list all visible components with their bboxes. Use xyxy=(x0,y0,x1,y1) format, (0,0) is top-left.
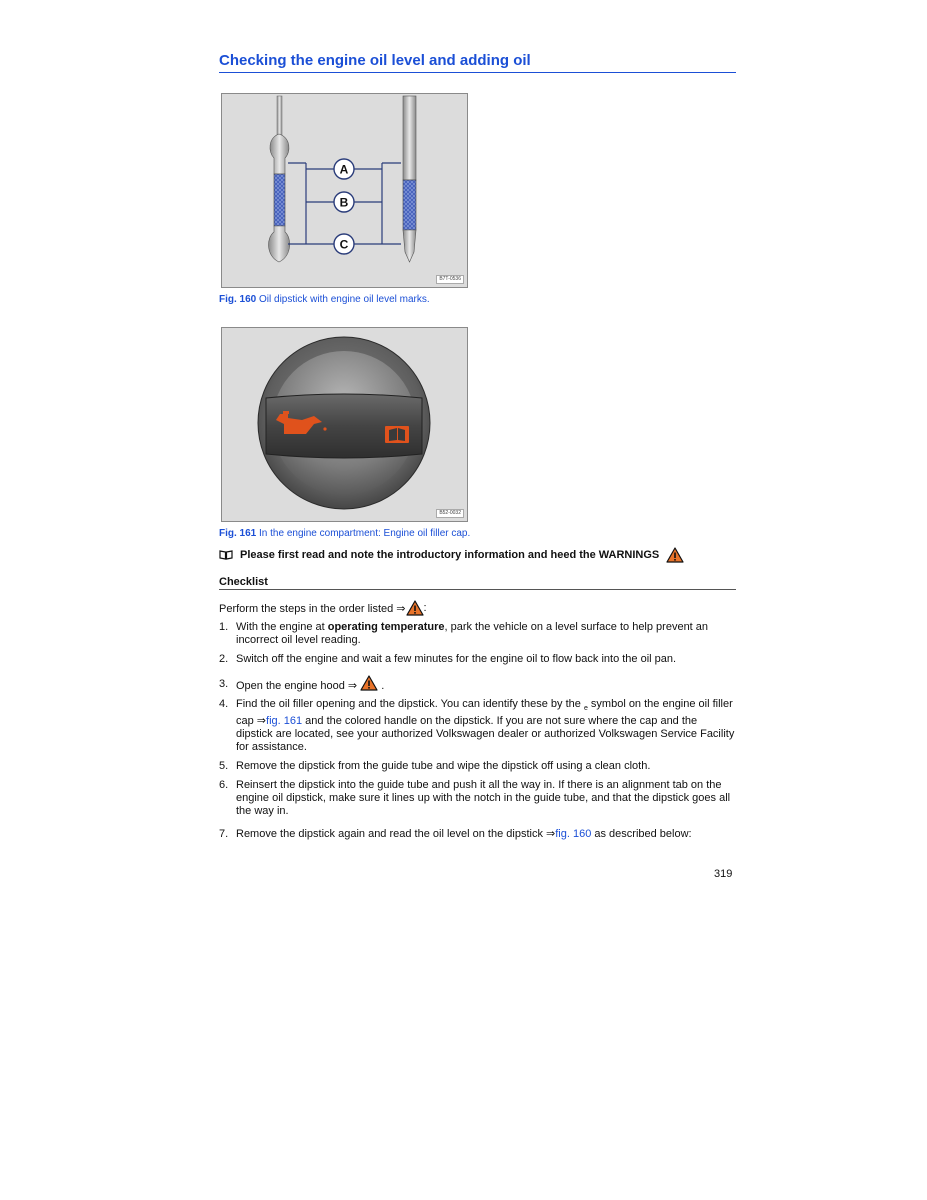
figure-caption-160 xyxy=(219,294,430,305)
marker-b xyxy=(334,192,354,212)
step-number: 5. xyxy=(219,760,229,773)
step-number: 1. xyxy=(219,621,229,633)
list-item xyxy=(219,698,736,754)
step-text: Reinsert the dipstick into the guide tube and push it all the way in. If there is an alignment tab on the engine oil dipstick, make sure it lines up with the notch in the guide tube, and that the dipstick goes all the way in. xyxy=(236,779,731,818)
step-number: 6. xyxy=(219,779,229,792)
step-number: 2. xyxy=(219,653,229,665)
figure-code: B52-0032 xyxy=(436,509,464,518)
dipstick-illustration xyxy=(222,94,467,287)
checklist-steps xyxy=(219,621,736,841)
warning-triangle-icon[interactable] xyxy=(360,675,378,691)
page-number: 319 xyxy=(714,868,733,880)
checklist-intro-end: : xyxy=(423,602,427,614)
oil-symbol-glyph: e xyxy=(583,705,588,713)
list-item xyxy=(219,828,736,841)
warning-triangle-icon[interactable] xyxy=(666,547,684,563)
step-text: Switch off the engine and wait a few minutes for the engine oil to flow back into the oil pan. xyxy=(236,653,677,665)
page-title: Checking the engine oil level and adding oil xyxy=(219,52,736,73)
list-item xyxy=(219,675,736,693)
step-number: 3. xyxy=(219,677,229,690)
figure-dipstick xyxy=(221,93,468,288)
svg-text:B: B xyxy=(339,195,349,210)
intro-note-text: Please first read and note the introductory information and heed the WARNINGS xyxy=(240,549,660,561)
intro-note xyxy=(219,547,739,563)
warning-triangle-icon[interactable] xyxy=(406,600,424,616)
checklist-intro xyxy=(219,600,427,616)
figure-oil-cap xyxy=(221,327,468,522)
caption-number: Fig. 161 xyxy=(219,528,257,539)
step-text: Open the engine hood ⇒ . xyxy=(236,675,736,693)
step-text: With the engine at operating temperature, park the vehicle on a level surface to help prevent an incorrect oil level reading. xyxy=(236,621,709,646)
step-text: Remove the dipstick from the guide tube and wipe the dipstick off using a clean cloth. xyxy=(236,760,651,773)
oil-cap-illustration xyxy=(222,328,467,521)
svg-text:A: A xyxy=(339,162,349,177)
checklist-intro-text: Perform the steps in the order listed ⇒ xyxy=(219,602,406,615)
step-number: 4. xyxy=(219,698,229,710)
step-emphasis: operating temperature xyxy=(327,621,445,633)
marker-c xyxy=(334,234,354,254)
figure-code: B7T-0536 xyxy=(436,275,464,284)
list-item xyxy=(219,779,736,818)
list-item xyxy=(219,621,736,647)
step-number: 7. xyxy=(219,828,229,841)
list-item xyxy=(219,760,736,773)
marker-a xyxy=(334,159,354,179)
caption-text: Oil dipstick with engine oil level marks. xyxy=(256,294,430,305)
manual-book-icon xyxy=(385,426,409,443)
list-item xyxy=(219,653,736,666)
svg-text:C: C xyxy=(339,237,349,252)
step-text: Find the oil filler opening and the dipstick. You can identify these by the $_e$ symbol on the engine oil filler cap ⇒fig. 161 and the colored handle on the dipstick. If you are not sure where the cap and the dipstick are located, see your authorized Volkswagen dealer or authorized Volkswagen Service Facility for assistance. xyxy=(236,698,735,754)
figure-caption-161 xyxy=(219,528,470,539)
checklist-heading: Checklist xyxy=(219,576,736,590)
step-text: Remove the dipstick again and read the oil level on the dipstick ⇒fig. 160 as described below: xyxy=(236,828,692,841)
fig-160-link[interactable]: fig. 160 xyxy=(555,828,592,841)
caption-text: In the engine compartment: Engine oil filler cap. xyxy=(256,528,471,539)
fig-161-link[interactable]: fig. 161 xyxy=(266,715,303,728)
book-icon xyxy=(219,550,233,560)
caption-number: Fig. 160 xyxy=(219,294,257,305)
